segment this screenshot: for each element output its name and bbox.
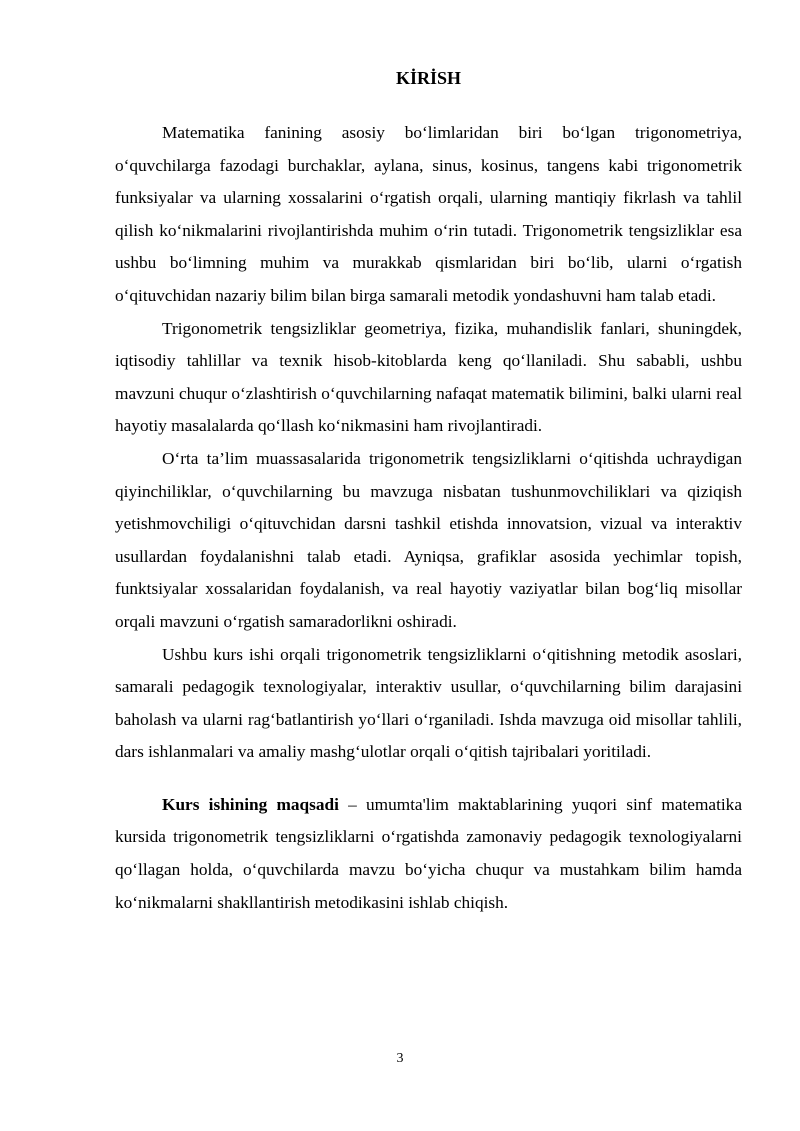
document-page	[115, 66, 742, 919]
paragraph-applications: Trigonometrik tengsizliklar geometriya, fizika, muhandislik fanlari, shuningdek, iqtisodiy tahlillar va texnik hisob-kitoblarda keng qo‘llaniladi. Shu sababli, ushbu mavzuni chuqur o‘zlashtirish o‘quvchilarning nafaqat matematik bilimini, balki ularni real hayotiy masalalarda qo‘llash ko‘nikmasini ham rivojlantiradi.	[115, 318, 742, 436]
paragraph-intro-trigonometry: Matematika fanining asosiy bo‘limlaridan biri bo‘lgan trigonometriya, o‘quvchilarga fazodagi burchaklar, aylana, sinus, kosinus, tangens kabi trigonometrik funksiyalar va ularning xossalarini o‘rgatish orqali, ularning mantiqiy fikrlash va tahlil qilish ko‘nikmalarini rivojlantirishda muhim o‘rin tutadi. Trigonometrik tengsizliklar esa ushbu bo‘limning muhim va murakkab qismlaridan biri bo‘lib, ularni o‘rgatish o‘qituvchidan nazariy bilim bilan birga samarali metodik yondashuvni ham talab etadi.	[115, 123, 742, 305]
section-heading: KİRİSH	[395, 68, 462, 88]
paragraph-goal	[115, 789, 742, 919]
goal-text: – umumta'lim maktablarining yuqori sinf matematika kursida trigonometrik tengsizliklarni o‘rgatishda zamonaviy pedagogik texnologiyalarni qo‘llagan holda, o‘quvchilarda mavzu bo‘yicha chuqur va mustahkam bilim hamda ko‘nikmalarni shakllantirish metodikasini ishlab chiqish.	[115, 794, 742, 912]
paragraph-course-work: Ushbu kurs ishi orqali trigonometrik tengsizliklarni o‘qitishning metodik asoslari, samarali pedagogik texnologiyalar, interaktiv usullar, o‘quvchilarning bilim darajasini baholash va ularni rag‘batlantirish yo‘llari o‘rganiladi. Ishda mavzuga oid misollar tahlili, dars ishlanmalari va amaliy mashg‘ulotlar orqali o‘qitish tajribalari yoritiladi.	[115, 644, 742, 762]
page-number: 3	[396, 1051, 404, 1066]
goal-label: Kurs ishining maqsadi	[162, 794, 339, 814]
paragraph-difficulties: O‘rta ta’lim muassasalarida trigonometrik tengsizliklarni o‘qitishda uchraydigan qiyinchiliklar, o‘quvchilarning bu mavzuga nisbatan tushunmovchiliklari va qiziqish yetishmovchiligi o‘qituvchidan darsni tashkil etishda innovatsion, vizual va interaktiv usullardan foydalanishni talab etadi. Ayniqsa, grafiklar asosida yechimlar topish, funktsiyalar xossalaridan foydalanish, va real hayotiy vaziyatlar bilan bog‘liq misollar orqali mavzuni o‘rgatish samaradorlikni oshiradi.	[115, 448, 742, 631]
